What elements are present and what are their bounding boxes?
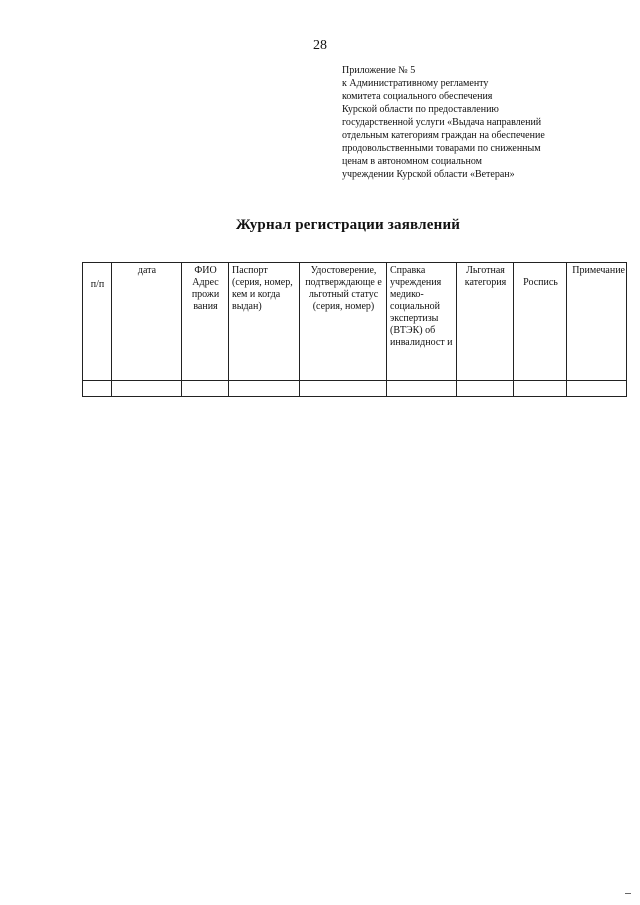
appendix-block bbox=[342, 64, 582, 181]
table-row bbox=[83, 381, 627, 397]
appendix-line: ценам в автономном социальном bbox=[342, 156, 482, 167]
table-cell bbox=[229, 381, 300, 397]
appendix-line: комитета социального обеспечения bbox=[342, 91, 493, 102]
appendix-line: отдельным категориям граждан на обеспечение bbox=[342, 130, 545, 141]
header-certificate: Удостоверение, подтверждающе е льготный статус (серия, номер) bbox=[300, 263, 387, 381]
table-cell bbox=[300, 381, 387, 397]
appendix-line: Курской области по предоставлению bbox=[342, 104, 499, 115]
table-cell bbox=[387, 381, 457, 397]
page-number: 28 bbox=[313, 38, 327, 53]
table-header-row bbox=[83, 263, 627, 381]
header-category: Льготная категория bbox=[457, 263, 514, 381]
table-cell bbox=[182, 381, 229, 397]
header-num: п/п bbox=[83, 263, 112, 381]
header-passport: Паспорт (серия, номер, кем и когда выдан) bbox=[229, 263, 300, 381]
header-note: Примечание bbox=[567, 263, 627, 381]
table-cell bbox=[567, 381, 627, 397]
appendix-line: к Административному регламенту bbox=[342, 78, 489, 89]
appendix-line: продовольственными товарами по сниженным bbox=[342, 143, 541, 154]
table-cell bbox=[514, 381, 567, 397]
appendix-line: учреждении Курской области «Ветеран» bbox=[342, 169, 515, 180]
appendix-line: государственной услуги «Выдача направлений bbox=[342, 117, 542, 128]
table-cell bbox=[112, 381, 182, 397]
header-fio: ФИО Адрес прожи вания bbox=[182, 263, 229, 381]
table-cell bbox=[83, 381, 112, 397]
table-cell bbox=[457, 381, 514, 397]
header-mse: Справка учреждения медико-социальной экспертизы (ВТЭК) об инвалидност и bbox=[387, 263, 457, 381]
registration-journal-table bbox=[82, 262, 627, 397]
journal-title: Журнал регистрации заявлений bbox=[235, 217, 461, 233]
header-date: дата bbox=[112, 263, 182, 381]
appendix-line: Приложение № 5 bbox=[342, 65, 416, 76]
header-signature: Роспись bbox=[514, 263, 567, 381]
scan-artifact bbox=[625, 893, 631, 894]
